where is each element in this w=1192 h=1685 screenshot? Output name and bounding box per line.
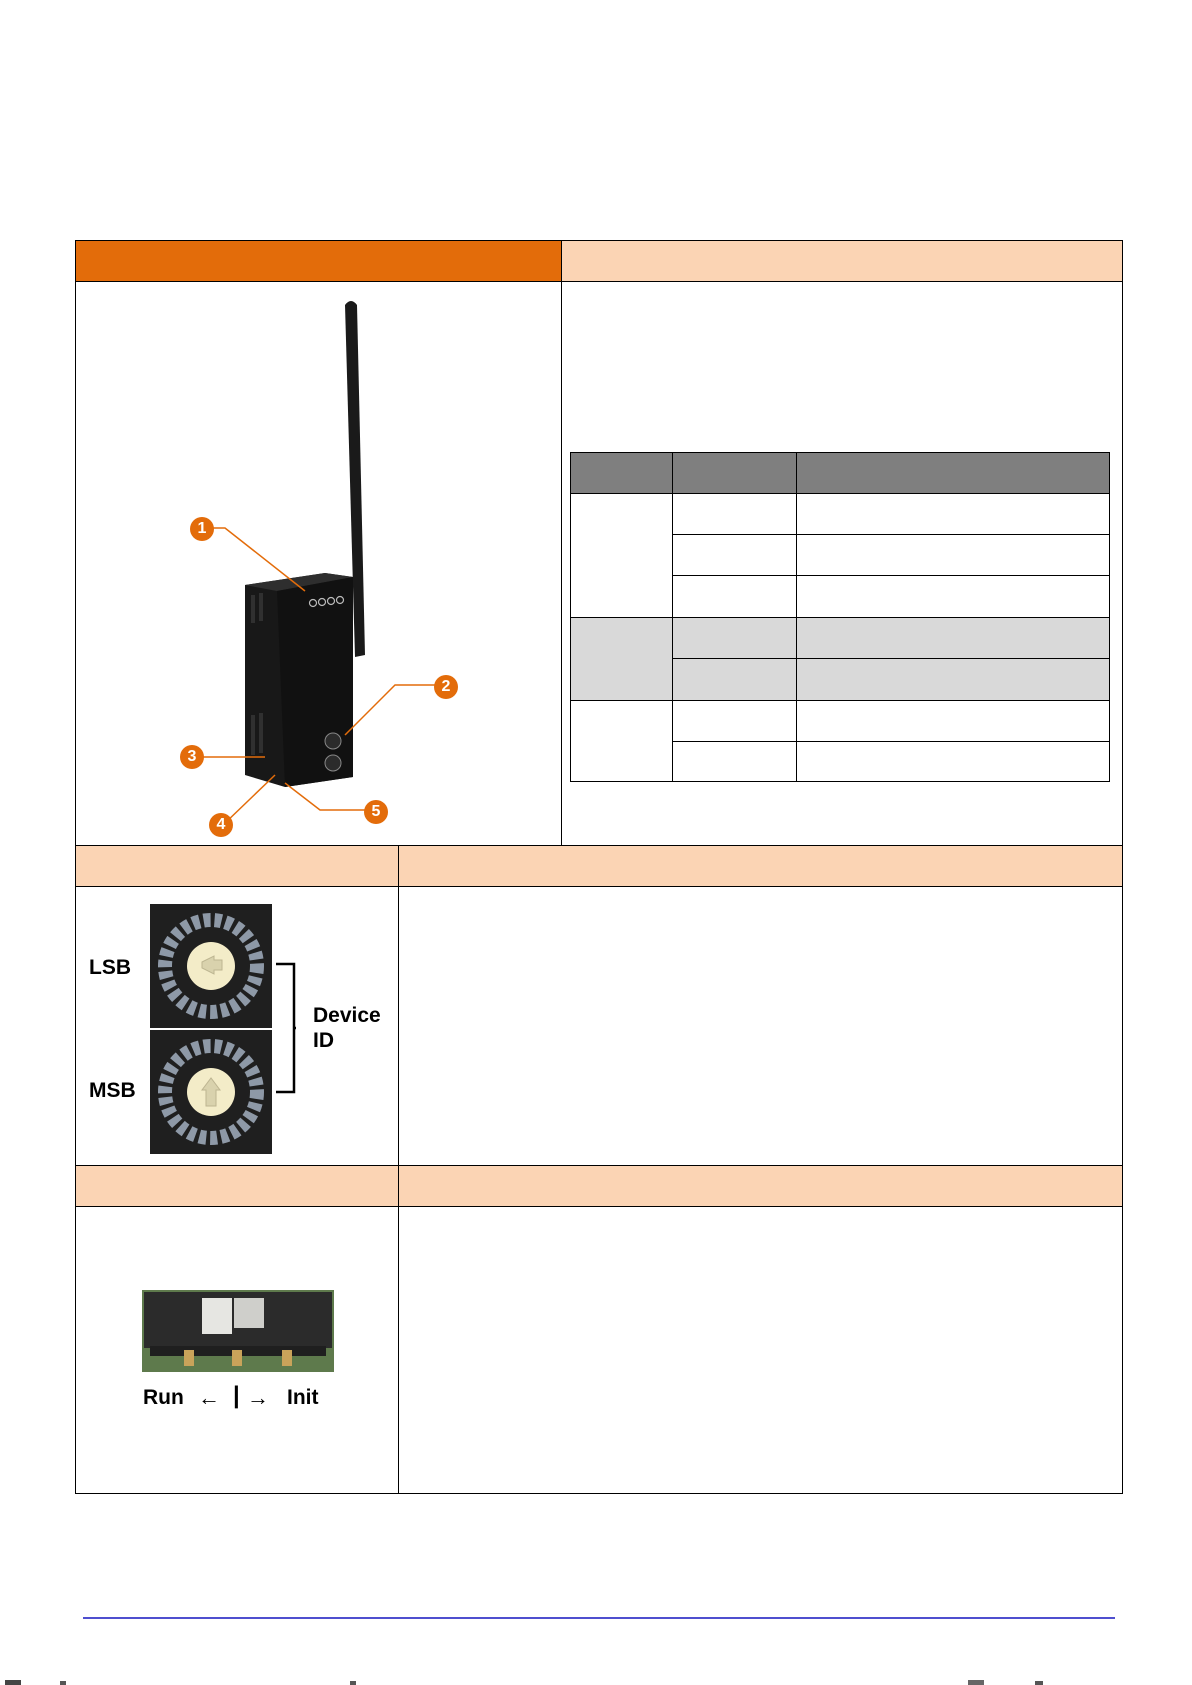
led-table-cell xyxy=(796,741,1110,782)
led-table-cell xyxy=(796,493,1110,535)
footer-clipped xyxy=(0,1678,1192,1685)
rotary-description-cell xyxy=(398,886,1123,1166)
callout-1: 1 xyxy=(190,517,214,541)
device-photo xyxy=(175,295,495,840)
switch-labels xyxy=(143,1382,343,1415)
led-table-cell xyxy=(796,575,1110,618)
led-table-cell xyxy=(796,658,1110,701)
led-table-cell xyxy=(672,617,797,659)
footer-rule xyxy=(83,1617,1115,1619)
led-table-cell xyxy=(796,534,1110,576)
switch-description-cell xyxy=(398,1206,1123,1494)
switch-header-left xyxy=(75,1165,399,1207)
led-table-cell xyxy=(672,741,797,782)
slide-switch-photo xyxy=(142,1290,334,1372)
device-id-label: Device ID xyxy=(313,1004,381,1052)
rotary-header-left xyxy=(75,845,399,887)
init-label: Init xyxy=(287,1386,319,1409)
led-table-cell xyxy=(672,658,797,701)
msb-label: MSB xyxy=(89,1079,136,1102)
switch-header-right xyxy=(398,1165,1123,1207)
led-table-cell xyxy=(672,700,797,742)
led-table-group-1 xyxy=(570,493,673,618)
device-rotary-2 xyxy=(325,755,341,771)
led-table-header-2 xyxy=(672,452,797,494)
run-label: Run xyxy=(143,1386,184,1409)
table-header-cell-left xyxy=(75,240,562,282)
callout-2: 2 xyxy=(434,675,458,699)
led-table-cell xyxy=(796,617,1110,659)
callout-5: 5 xyxy=(364,800,388,824)
led-table-cell xyxy=(672,575,797,618)
rotary-header-right xyxy=(398,845,1123,887)
callout-3: 3 xyxy=(180,745,204,769)
led-table-cell xyxy=(672,534,797,576)
led-table xyxy=(570,452,1110,782)
led-table-cell xyxy=(672,493,797,535)
led-table-cell xyxy=(796,700,1110,742)
switch-separator: | xyxy=(233,1382,240,1409)
right-arrow-icon: → xyxy=(247,1385,269,1410)
rotary-switch-photo xyxy=(150,904,274,1154)
device-rotary-1 xyxy=(325,733,341,749)
left-arrow-icon: ← xyxy=(198,1385,220,1410)
led-table-header-3 xyxy=(796,452,1110,494)
led-table-group-3 xyxy=(570,700,673,782)
device-id-bracket xyxy=(276,962,296,1094)
table-header-cell-right xyxy=(561,240,1123,282)
led-table-group-2 xyxy=(570,617,673,701)
led-table-header-1 xyxy=(570,452,673,494)
callout-4: 4 xyxy=(209,813,233,837)
lsb-label: LSB xyxy=(89,956,131,979)
